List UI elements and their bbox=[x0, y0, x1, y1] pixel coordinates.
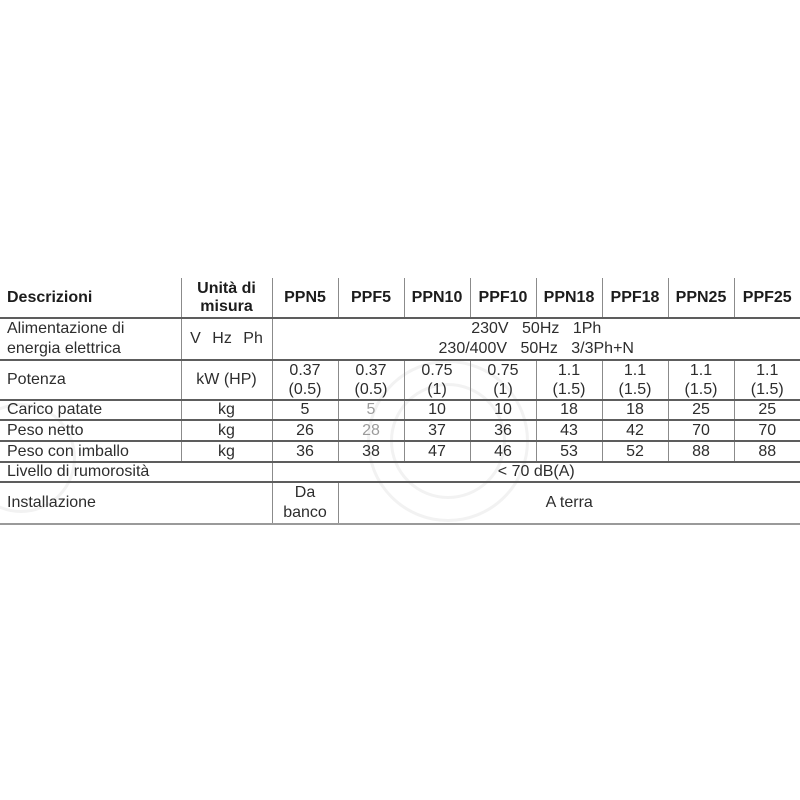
power-value bbox=[470, 360, 536, 400]
installation-label: Installazione bbox=[7, 494, 96, 511]
power-value bbox=[404, 360, 470, 400]
power-kw: 0.75 bbox=[421, 362, 453, 379]
power-hp: (1) bbox=[493, 381, 513, 398]
header-model-ppf18: PPF18 bbox=[602, 278, 668, 318]
spec-table bbox=[0, 278, 800, 525]
net-weight-label: Peso netto bbox=[7, 421, 84, 439]
net-weight-value: 28 bbox=[338, 420, 404, 441]
power-value bbox=[338, 360, 404, 400]
packed-weight-value: 88 bbox=[734, 441, 800, 462]
header-unit: Unità di misura bbox=[181, 278, 272, 318]
net-weight-value: 36 bbox=[470, 420, 536, 441]
packed-weight-value: 88 bbox=[668, 441, 734, 462]
header-model-ppn10: PPN10 bbox=[404, 278, 470, 318]
power-value bbox=[668, 360, 734, 400]
power-hp: (0.5) bbox=[288, 381, 322, 398]
power-supply-value bbox=[272, 318, 800, 360]
header-model-ppf25: PPF25 bbox=[734, 278, 800, 318]
potato-load-value: 5 bbox=[338, 400, 404, 420]
power-value bbox=[272, 360, 338, 400]
net-weight-value: 70 bbox=[668, 420, 734, 441]
potato-load-value: 5 bbox=[272, 400, 338, 420]
power-supply-label: Alimentazione di energia elettrica bbox=[7, 320, 125, 357]
header-model-ppn18: PPN18 bbox=[536, 278, 602, 318]
packed-weight-value: 53 bbox=[536, 441, 602, 462]
header-model-ppn5: PPN5 bbox=[272, 278, 338, 318]
power-kw: 0.75 bbox=[487, 362, 519, 379]
packed-weight-value: 38 bbox=[338, 441, 404, 462]
power-supply-row bbox=[0, 318, 800, 360]
power-supply-unit: V Hz Ph bbox=[181, 318, 272, 360]
power-label: Potenza bbox=[7, 371, 66, 388]
potato-load-row bbox=[0, 400, 800, 420]
header-model-ppn25: PPN25 bbox=[668, 278, 734, 318]
power-kw: 0.37 bbox=[289, 362, 321, 379]
power-unit: kW (HP) bbox=[181, 360, 272, 400]
table-header-row bbox=[0, 278, 800, 318]
header-model-ppf10: PPF10 bbox=[470, 278, 536, 318]
potato-load-value: 25 bbox=[668, 400, 734, 420]
noise-level-label: Livello di rumorosità bbox=[7, 463, 150, 480]
packed-weight-label: Peso con imballo bbox=[7, 442, 129, 460]
packed-weight-value: 36 bbox=[272, 441, 338, 462]
noise-level-row bbox=[0, 462, 800, 482]
power-supply-value-line1: 230V 50Hz 1Ph bbox=[471, 320, 602, 337]
power-kw: 1.1 bbox=[557, 362, 581, 379]
potato-load-value: 18 bbox=[536, 400, 602, 420]
net-weight-value: 70 bbox=[734, 420, 800, 441]
packed-weight-unit: kg bbox=[181, 441, 272, 462]
power-hp: (1.5) bbox=[684, 381, 718, 398]
potato-load-value: 10 bbox=[404, 400, 470, 420]
power-value bbox=[536, 360, 602, 400]
header-model-ppf5: PPF5 bbox=[338, 278, 404, 318]
packed-weight-value: 52 bbox=[602, 441, 668, 462]
power-hp: (0.5) bbox=[354, 381, 388, 398]
power-row bbox=[0, 360, 800, 400]
packed-weight-value: 46 bbox=[470, 441, 536, 462]
potato-load-label: Carico patate bbox=[7, 401, 103, 418]
power-kw: 1.1 bbox=[689, 362, 713, 379]
net-weight-unit: kg bbox=[181, 420, 272, 441]
net-weight-row bbox=[0, 420, 800, 441]
header-descriptions: Descrizioni bbox=[7, 288, 93, 306]
power-kw: 0.37 bbox=[355, 362, 387, 379]
installation-value-rest: A terra bbox=[338, 482, 800, 524]
potato-load-value: 18 bbox=[602, 400, 668, 420]
potato-load-unit: kg bbox=[181, 400, 272, 420]
power-hp: (1.5) bbox=[750, 381, 784, 398]
power-hp: (1) bbox=[427, 381, 447, 398]
power-hp: (1.5) bbox=[618, 381, 652, 398]
power-kw: 1.1 bbox=[623, 362, 647, 379]
packed-weight-row bbox=[0, 441, 800, 462]
noise-level-value: < 70 dB(A) bbox=[272, 462, 800, 482]
potato-load-value: 25 bbox=[734, 400, 800, 420]
power-supply-value-line2: 230/400V 50Hz 3/3Ph+N bbox=[438, 340, 634, 357]
power-value bbox=[734, 360, 800, 400]
installation-value-first: Da banco bbox=[272, 482, 338, 524]
power-hp: (1.5) bbox=[552, 381, 586, 398]
net-weight-value: 37 bbox=[404, 420, 470, 441]
net-weight-value: 26 bbox=[272, 420, 338, 441]
potato-load-value: 10 bbox=[470, 400, 536, 420]
net-weight-value: 42 bbox=[602, 420, 668, 441]
packed-weight-value: 47 bbox=[404, 441, 470, 462]
installation-row bbox=[0, 482, 800, 524]
power-kw: 1.1 bbox=[756, 362, 779, 379]
power-value bbox=[602, 360, 668, 400]
net-weight-value: 43 bbox=[536, 420, 602, 441]
